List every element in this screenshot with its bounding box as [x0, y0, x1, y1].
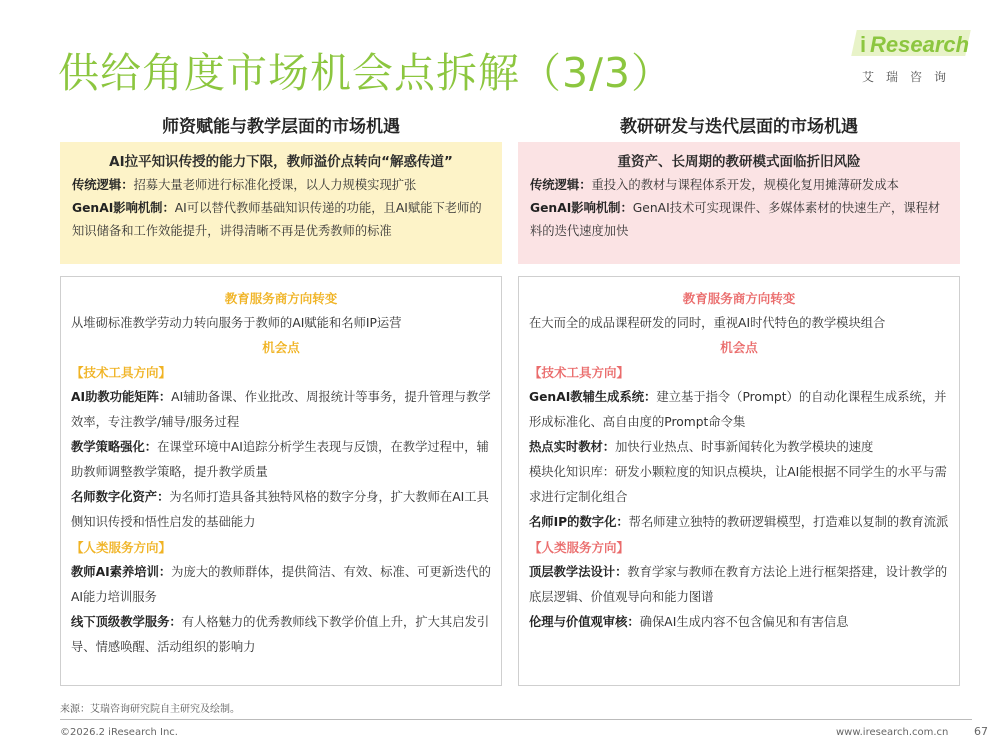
copyright: ©2026.2 iResearch Inc.	[60, 727, 178, 738]
left-shift-text: 从堆砌标准教学劳动力转向服务于教师的AI赋能和名师IP运营	[71, 316, 402, 330]
item-label: 顶层教学法设计：	[529, 565, 628, 579]
left-column	[60, 112, 502, 686]
left-summary-box	[60, 142, 502, 264]
text: GenAI技术可实现课件、多媒体素材的快速生产，课程材料的迭代速度加快	[530, 201, 941, 238]
right-column-heading: 教研研发与迭代层面的市场机遇	[620, 117, 858, 137]
right-column	[518, 112, 960, 686]
item-label: 教学策略强化：	[71, 440, 158, 454]
label: 传统逻辑：	[72, 178, 134, 192]
logo-wordmark: Research	[870, 32, 970, 57]
list-item	[529, 460, 949, 510]
item-label: 伦理与价值观审核：	[529, 615, 640, 629]
right-shift-text: 在大而全的成品课程研发的同时，重视AI时代特色的教学模块组合	[529, 316, 886, 330]
item-text: 确保AI生成内容不包含偏见和有害信息	[639, 615, 849, 629]
label: GenAI影响机制：	[530, 201, 633, 215]
left-opportunity-heading: 机会点	[262, 340, 300, 355]
right-tech-category: 【技术工具方向】	[529, 365, 630, 380]
left-tech-category: 【技术工具方向】	[71, 365, 172, 380]
item-label: 热点实时教材：	[529, 440, 616, 454]
website-link[interactable]: www.iresearch.com.cn	[836, 727, 949, 738]
item-text: 建立基于指令（Prompt）的自动化课程生成系统，并形成标准化、高自由度的Prompt命令集	[529, 390, 947, 429]
footer-divider	[60, 719, 972, 720]
list-item	[529, 435, 949, 460]
item-text: 有人格魅力的优秀教师线下教学价值上升，扩大其启发引导、情感唤醒、活动组织的影响力	[71, 615, 490, 654]
item-text: 教育学家与教师在教育方法论上进行框架搭建，设计教学的底层逻辑、价值观导向和能力图谱	[529, 565, 948, 604]
list-item	[71, 435, 491, 485]
item-label: AI助教功能矩阵：	[71, 390, 172, 404]
iresearch-logo	[842, 30, 982, 90]
text: AI可以替代教师基础知识传递的功能，且AI赋能下老师的知识储备和工作效能提升，讲得清晰不再是优秀教师的标准	[72, 201, 482, 238]
logo-subtitle: 艾瑞咨询	[862, 70, 959, 84]
item-text: 在课堂环境中AI追踪分析学生表现与反馈，在教学过程中，辅助教师调整教学策略，提升教学质量	[71, 440, 489, 479]
item-text: AI辅助备课、作业批改、周报统计等事务，提升管理与教学效率，专注教学/辅导/服务过程	[71, 390, 491, 429]
page-title: 供给角度市场机会点拆解（3/3）	[58, 49, 673, 97]
right-shift-heading: 教育服务商方向转变	[682, 291, 796, 306]
left-genai-mechanism	[72, 197, 490, 243]
item-label: 名师IP的数字化：	[529, 515, 629, 529]
page-number: 67	[974, 725, 988, 738]
left-summary-title: AI拉平知识传授的能力下限，教师溢价点转向“解惑传道”	[109, 154, 453, 170]
left-detail-box	[60, 276, 502, 686]
label: GenAI影响机制：	[72, 201, 175, 215]
right-traditional-logic	[530, 174, 948, 197]
text: 招募大量老师进行标准化授课，以人力规模实现扩张	[133, 178, 417, 192]
left-human-category: 【人类服务方向】	[71, 540, 172, 555]
list-item	[71, 385, 491, 435]
item-label: 线下顶级教学服务：	[71, 615, 182, 629]
right-detail-box	[518, 276, 960, 686]
list-item	[529, 560, 949, 610]
right-summary-title: 重资产、长周期的教研模式面临折旧风险	[617, 154, 861, 170]
item-label: 教师AI素养培训：	[71, 565, 172, 579]
list-item	[529, 510, 949, 535]
right-summary-box	[518, 142, 960, 264]
text: 重投入的教材与课程体系开发，规模化复用摊薄研发成本	[591, 178, 899, 192]
source-note: 来源：艾瑞咨询研究院自主研究及绘制。	[60, 704, 240, 715]
item-text: 加快行业热点、时事新闻转化为教学模块的速度	[615, 440, 874, 454]
list-item	[71, 485, 491, 535]
left-shift-heading: 教育服务商方向转变	[224, 291, 338, 306]
item-text: 为名师打造具备其独特风格的数字分身，扩大教师在AI工具侧知识传授和悟性启发的基础能力	[71, 490, 489, 529]
item-text: 模块化知识库：研发小颗粒度的知识点模块，让AI能根据不同学生的水平与需求进行定制化组合	[529, 465, 947, 504]
item-label: 名师数字化资产：	[71, 490, 170, 504]
list-item	[71, 560, 491, 610]
item-text: 为庞大的教师群体，提供简洁、有效、标准、可更新迭代的AI能力培训服务	[71, 565, 491, 604]
item-text: 帮名师建立独特的教研逻辑模型，打造难以复制的教育流派	[628, 515, 949, 529]
right-opportunity-heading: 机会点	[720, 340, 758, 355]
left-traditional-logic	[72, 174, 490, 197]
list-item	[529, 610, 949, 635]
right-genai-mechanism	[530, 197, 948, 243]
item-label: GenAI教辅生成系统：	[529, 390, 657, 404]
right-human-category: 【人类服务方向】	[529, 540, 630, 555]
left-column-heading: 师资赋能与教学层面的市场机遇	[162, 117, 400, 137]
list-item	[529, 385, 949, 435]
list-item	[71, 610, 491, 660]
label: 传统逻辑：	[530, 178, 592, 192]
logo-letter-i: i	[860, 32, 867, 57]
